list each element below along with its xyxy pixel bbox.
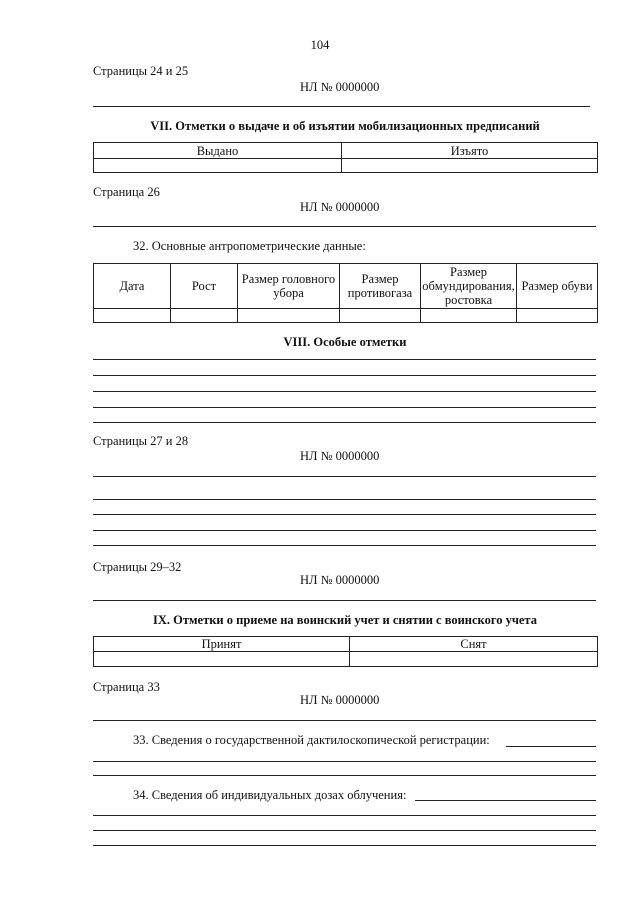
table-cell[interactable]: [94, 309, 171, 323]
page-number: 104: [310, 38, 330, 52]
col-height: Рост: [171, 264, 238, 309]
pages-label-29-32: Страницы 29–32: [93, 560, 182, 574]
notes-line[interactable]: [93, 422, 596, 423]
divider: [93, 600, 596, 601]
item-34-label: 34. Сведения об индивидуальных дозах облучения:: [133, 788, 407, 802]
notes-line[interactable]: [93, 545, 596, 546]
divider: [93, 476, 596, 477]
section-viii-title: VIII. Особые отметки: [283, 335, 407, 349]
notes-line[interactable]: [93, 815, 596, 816]
col-issued: Выдано: [94, 143, 342, 159]
notes-line[interactable]: [93, 391, 596, 392]
fingerprint-registration-line[interactable]: [506, 746, 596, 747]
registration-table: [93, 636, 598, 667]
item-33-label: 33. Сведения о государственной дактилоскопической регистрации:: [133, 733, 490, 747]
item-32-label: 32. Основные антропометрические данные:: [133, 239, 366, 253]
anthropometric-table: [93, 263, 598, 323]
pages-label-26: Страница 26: [93, 185, 160, 199]
nl-number: НЛ № 0000000: [300, 693, 380, 707]
notes-line[interactable]: [93, 775, 596, 776]
table-cell[interactable]: [94, 159, 342, 173]
col-accepted: Принят: [94, 637, 350, 652]
issue-withdraw-table: [93, 142, 598, 173]
nl-number: НЛ № 0000000: [300, 449, 380, 463]
section-vii-title: VII. Отметки о выдаче и об изъятии мобилизационных предписаний: [150, 119, 540, 133]
notes-line[interactable]: [93, 830, 596, 831]
nl-number: НЛ № 0000000: [300, 80, 380, 94]
col-removed: Снят: [350, 637, 598, 652]
notes-line[interactable]: [93, 514, 596, 515]
table-cell[interactable]: [238, 309, 340, 323]
notes-line[interactable]: [93, 375, 596, 376]
divider: [93, 226, 596, 227]
col-withdrawn: Изъято: [342, 143, 598, 159]
col-shoe-size: Размер обуви: [517, 264, 598, 309]
table-cell[interactable]: [350, 652, 598, 667]
col-date: Дата: [94, 264, 171, 309]
section-ix-title: IX. Отметки о приеме на воинский учет и снятии с воинского учета: [153, 613, 537, 627]
col-uniform-size: Размер обмундирования, ростовка: [422, 265, 515, 307]
notes-line[interactable]: [93, 761, 596, 762]
table-cell[interactable]: [94, 652, 350, 667]
notes-line[interactable]: [93, 359, 596, 360]
divider: [93, 720, 596, 721]
col-gasmask-size: Размер противогаза: [340, 264, 421, 309]
table-cell[interactable]: [171, 309, 238, 323]
pages-label-33: Страница 33: [93, 680, 160, 694]
pages-label-27-28: Страницы 27 и 28: [93, 434, 189, 448]
notes-line[interactable]: [93, 407, 596, 408]
nl-number: НЛ № 0000000: [300, 573, 380, 587]
table-cell[interactable]: [421, 309, 517, 323]
table-cell[interactable]: [340, 309, 421, 323]
notes-line[interactable]: [93, 530, 596, 531]
nl-number: НЛ № 0000000: [300, 200, 380, 214]
radiation-dose-line[interactable]: [415, 800, 596, 801]
notes-line[interactable]: [93, 499, 596, 500]
table-cell[interactable]: [342, 159, 598, 173]
col-headgear-size: Размер головного убора: [238, 264, 340, 309]
pages-label-24-25: Страницы 24 и 25: [93, 64, 189, 78]
notes-line[interactable]: [93, 845, 596, 846]
divider: [93, 106, 590, 107]
table-cell[interactable]: [517, 309, 598, 323]
